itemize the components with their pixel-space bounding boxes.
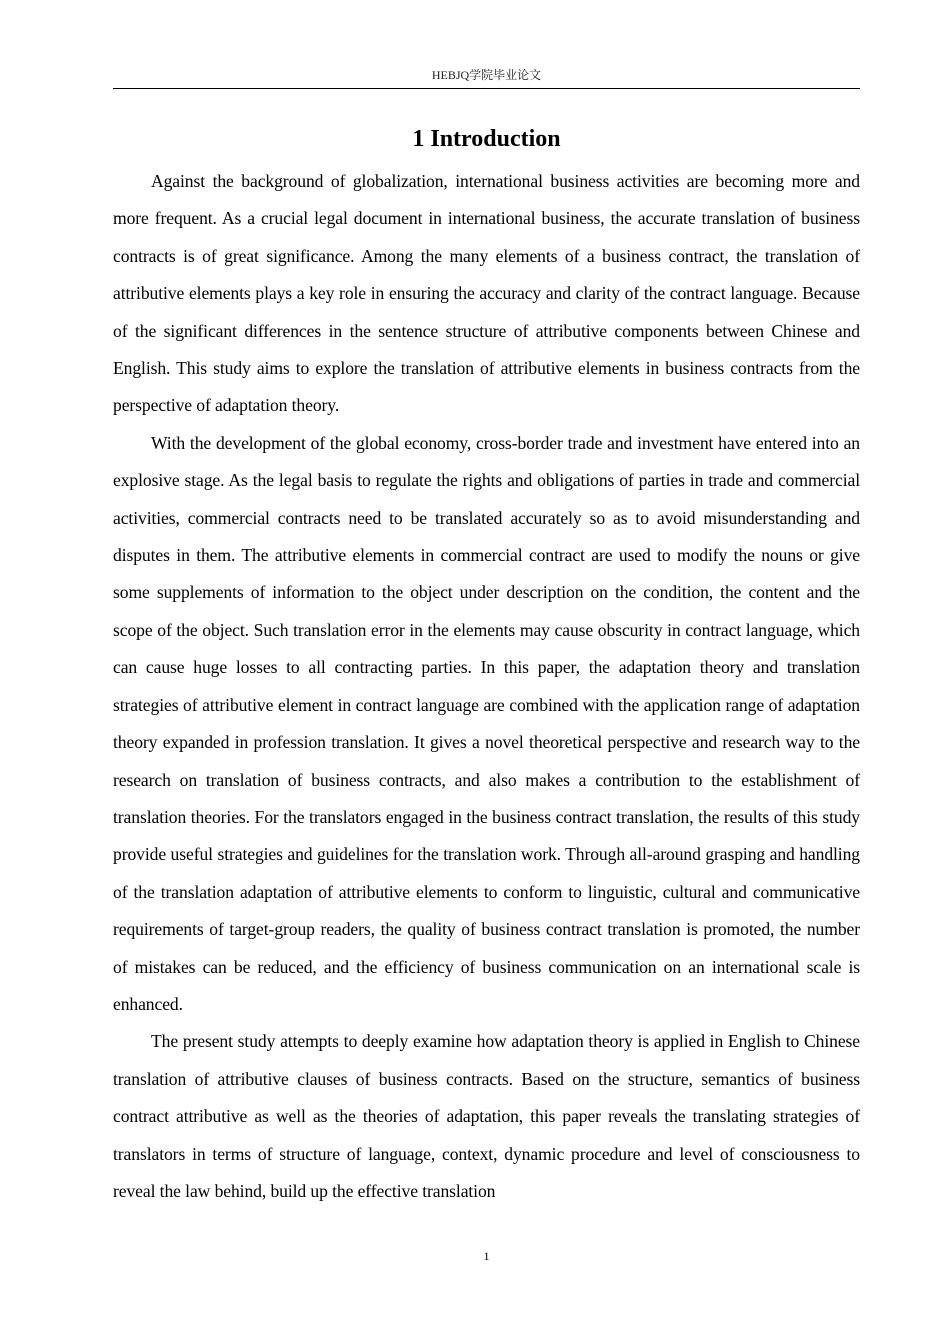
running-header: HEBJQ学院毕业论文 <box>431 68 542 82</box>
paragraph: The present study attempts to deeply examine how adaptation theory is applied in English to Chinese translation of attributive clauses of business contracts. Based on the structure, semantics of business contract attributive as well as the theories of adaptation, this paper reveals the translating strategies of translators in terms of structure of language, context, dynamic procedure and level of consciousness to reveal the law behind, build up the effective translation <box>113 1031 860 1201</box>
body-text <box>113 163 860 1210</box>
header-rule <box>113 88 860 89</box>
chapter-title: 1 Introduction <box>412 126 561 152</box>
paragraph: With the development of the global economy, cross-border trade and investment have entered into an explosive stage. As the legal basis to regulate the rights and obligations of parties in trade and commercial activities, commercial contracts need to be translated accurately so as to avoid misunderstanding and disputes in them. The attributive elements in commercial contract are used to modify the nouns or give some supplements of information to the object under description on the condition, the content and the scope of the object. Such translation error in the elements may cause obscurity in contract language, which can cause huge losses to all contracting parties. In this paper, the adaptation theory and translation strategies of attributive element in contract language are combined with the application range of adaptation theory expanded in profession translation. It gives a novel theoretical perspective and research way to the research on translation of business contracts, and also makes a contribution to the establishment of translation theories. For the translators engaged in the business contract translation, the results of this study provide useful strategies and guidelines for the translation work. Through all-around grasping and handling of the translation adaptation of attributive elements to conform to linguistic, cultural and communicative requirements of target-group readers, the quality of business contract translation is promoted, the number of mistakes can be reduced, and the efficiency of business communication on an international scale is enhanced. <box>113 432 860 1014</box>
page-number: 1 <box>483 1249 490 1263</box>
paragraph: Against the background of globalization, international business activities are becoming more and more frequent. As a crucial legal document in international business, the accurate translation of business contracts is of great significance. Among the many elements of a business contract, the translation of attributive elements plays a key role in ensuring the accuracy and clarity of the contract language. Because of the significant differences in the sentence structure of attributive components between Chinese and English. This study aims to explore the translation of attributive elements in business contracts from the perspective of adaptation theory. <box>113 171 860 416</box>
